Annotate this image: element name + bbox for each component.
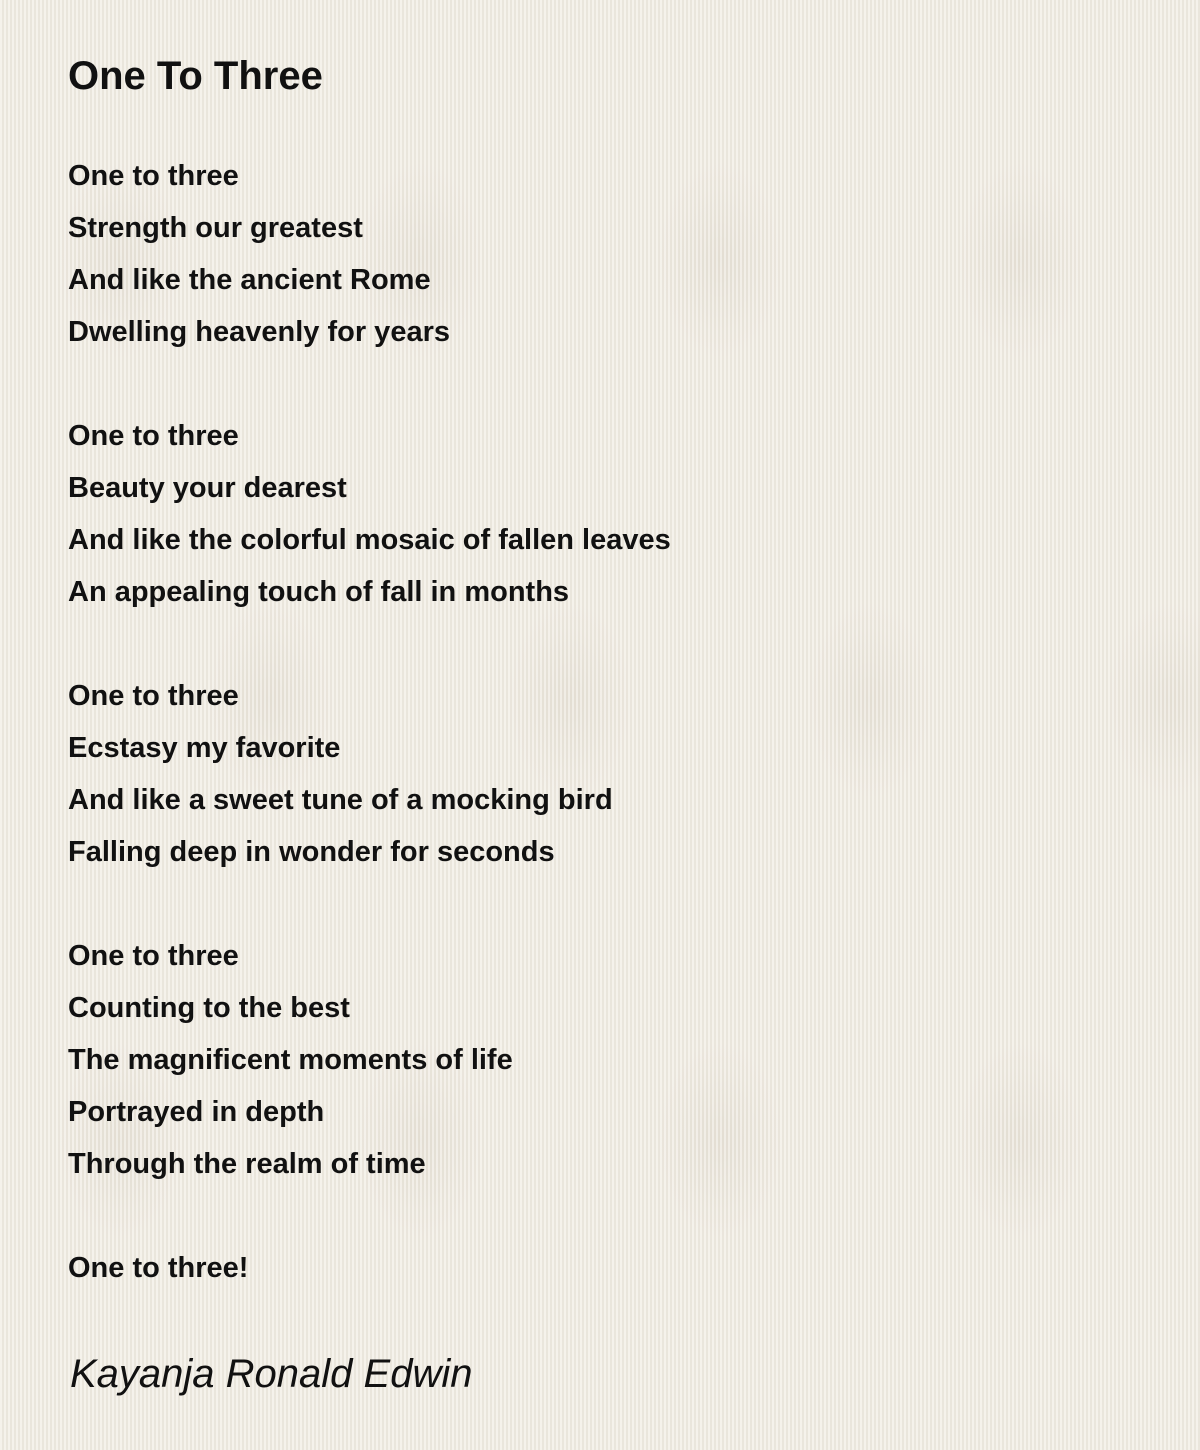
stanza — [68, 1242, 671, 1294]
poem-line: One to three — [68, 940, 239, 972]
poem-author: Kayanja Ronald Edwin — [70, 1352, 473, 1396]
stanza — [68, 410, 671, 618]
poem-line: Counting to the best — [68, 992, 350, 1024]
poem-line: One to three — [68, 680, 239, 712]
poem-line: Strength our greatest — [68, 212, 363, 244]
poem-line: Dwelling heavenly for years — [68, 316, 450, 348]
poem-line: Portrayed in depth — [68, 1096, 325, 1128]
poem-line: One to three! — [68, 1252, 249, 1284]
stanza — [68, 150, 671, 358]
poem-line: Falling deep in wonder for seconds — [68, 836, 555, 868]
poem-line: And like a sweet tune of a mocking bird — [68, 784, 613, 816]
stanza — [68, 930, 671, 1190]
poem-line: One to three — [68, 420, 239, 452]
poem-line: The magnificent moments of life — [68, 1044, 513, 1076]
poem-line: And like the ancient Rome — [68, 264, 431, 296]
poem-line: Beauty your dearest — [68, 472, 347, 504]
poem-body — [68, 150, 671, 1346]
poem-line: And like the colorful mosaic of fallen leaves — [68, 524, 671, 556]
poem-line: Through the realm of time — [68, 1148, 426, 1180]
poem-title: One To Three — [68, 54, 323, 98]
poem-line: An appealing touch of fall in months — [68, 576, 570, 608]
poem-line: One to three — [68, 160, 239, 192]
poem-line: Ecstasy my favorite — [68, 732, 341, 764]
stanza — [68, 670, 671, 878]
